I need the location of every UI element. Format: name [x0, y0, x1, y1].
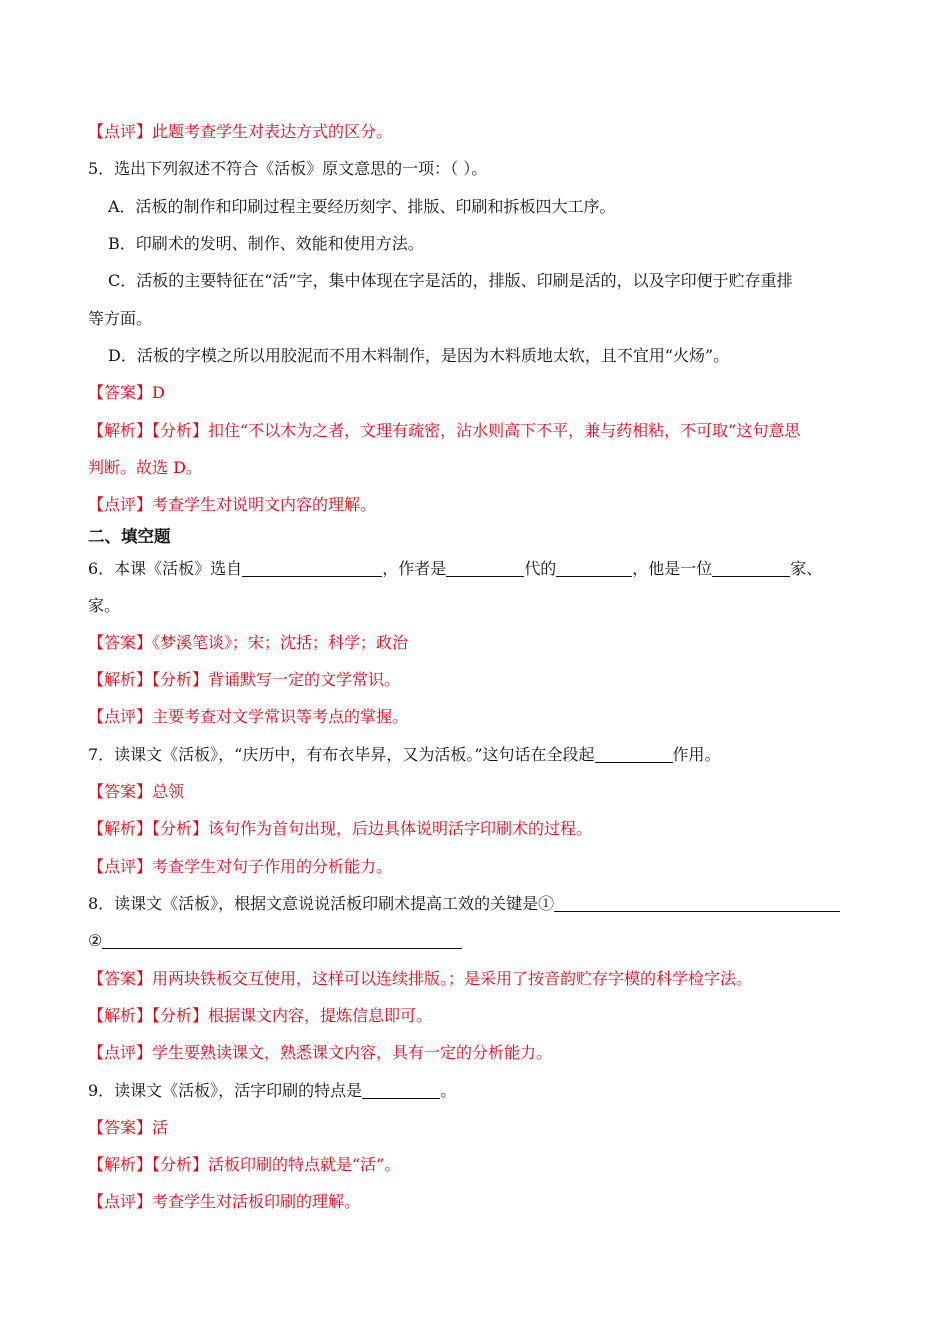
q7-analysis: 【解析】【分析】该句作为首句出现，后边具体说明活字印刷术的过程。 [88, 819, 593, 838]
q5-analysis-continued: 判断。故选 D。 [88, 458, 202, 477]
q9-stem [88, 1080, 456, 1102]
q8-text-2: ② [88, 931, 103, 950]
q5-option-c-continued: 等方面。 [88, 309, 153, 328]
q6-answer: 【答案】《梦溪笔谈》；宋；沈括；科学；政治 [88, 633, 409, 652]
q8-stem [88, 893, 840, 915]
q6-text-1: 6．本课《活板》选自 [88, 559, 243, 578]
q9-analysis: 【解析】【分析】活板印刷的特点就是“活”。 [88, 1155, 401, 1174]
q5-comment: 【点评】考查学生对说明文内容的理解。 [88, 495, 377, 514]
q9-text-1: 9．读课文《活板》，活字印刷的特点是 [88, 1081, 363, 1100]
q7-comment: 【点评】考查学生对句子作用的分析能力。 [88, 857, 393, 876]
q6-blank-dynasty[interactable] [446, 560, 524, 577]
q6-analysis: 【解析】【分析】背诵默写一定的文学常识。 [88, 670, 401, 689]
q6-blank-author[interactable] [556, 560, 632, 577]
q8-answer: 【答案】用两块铁板交互使用，这样可以连续排版。；是采用了按音韵贮存字模的科学检字法。 [88, 969, 753, 988]
q9-blank[interactable] [362, 1082, 440, 1099]
q6-comment: 【点评】主要考查对文学常识等考点的掌握。 [88, 707, 409, 726]
q5-option-d: D．活板的字模之所以用胶泥而不用木料制作，是因为木料质地太软，且不宜用“火炀”。 [108, 346, 730, 365]
q7-answer: 【答案】总领 [88, 782, 185, 801]
section-title: 二、填空题 [88, 527, 171, 546]
q5-option-c: C．活板的主要特征在“活”字，集中体现在字是活的，排版、印刷是活的，以及字印便于贮存重排 [108, 271, 793, 290]
q5-option-a: A．活板的制作和印刷过程主要经历刻字、排版、印刷和拆板四大工序。 [108, 197, 616, 216]
q8-stem-continued [88, 930, 462, 952]
q6-stem [88, 558, 822, 580]
q7-text-1: 7．读课文《活板》，“庆历中，有布衣毕昇，又为活板。”这句话在全段起 [88, 745, 595, 764]
q7-blank[interactable] [595, 746, 673, 763]
q9-comment: 【点评】考查学生对活板印刷的理解。 [88, 1192, 361, 1211]
q6-text-2: ，作者是 [382, 559, 447, 578]
q5-option-b: B．印刷术的发明、制作、效能和使用方法。 [108, 234, 424, 253]
q8-comment: 【点评】学生要熟读课文，熟悉课文内容，具有一定的分析能力。 [88, 1043, 553, 1062]
q6-text-4: ，他是一位 [632, 559, 713, 578]
q8-text-1: 8．读课文《活板》，根据文意说说活板印刷术提高工效的关键是① [88, 894, 555, 913]
q6-text-3: 代的 [524, 559, 557, 578]
q6-text-5: 家、 [790, 559, 823, 578]
q8-blank-1[interactable] [554, 895, 840, 912]
q6-blank-source[interactable] [242, 560, 382, 577]
q6-stem-continued: 家。 [88, 596, 121, 615]
q8-analysis: 【解析】【分析】根据课文内容，提炼信息即可。 [88, 1006, 433, 1025]
q8-blank-2[interactable] [102, 932, 462, 949]
q9-answer: 【答案】活 [88, 1118, 169, 1137]
q5-stem: 5．选出下列叙述不符合《活板》原文意思的一项：（ ）。 [88, 159, 488, 178]
q4-comment: 【点评】此题考查学生对表达方式的区分。 [88, 122, 393, 141]
q7-stem [88, 744, 721, 766]
q5-answer: 【答案】D [88, 383, 165, 402]
q9-text-2: 。 [440, 1081, 457, 1100]
q6-blank-role-1[interactable] [712, 560, 790, 577]
q7-text-2: 作用。 [672, 745, 721, 764]
q5-analysis: 【解析】【分析】扣住“不以木为之者，文理有疏密，沾水则高下不平，兼与药相粘，不可取”这句意思 [88, 421, 801, 440]
